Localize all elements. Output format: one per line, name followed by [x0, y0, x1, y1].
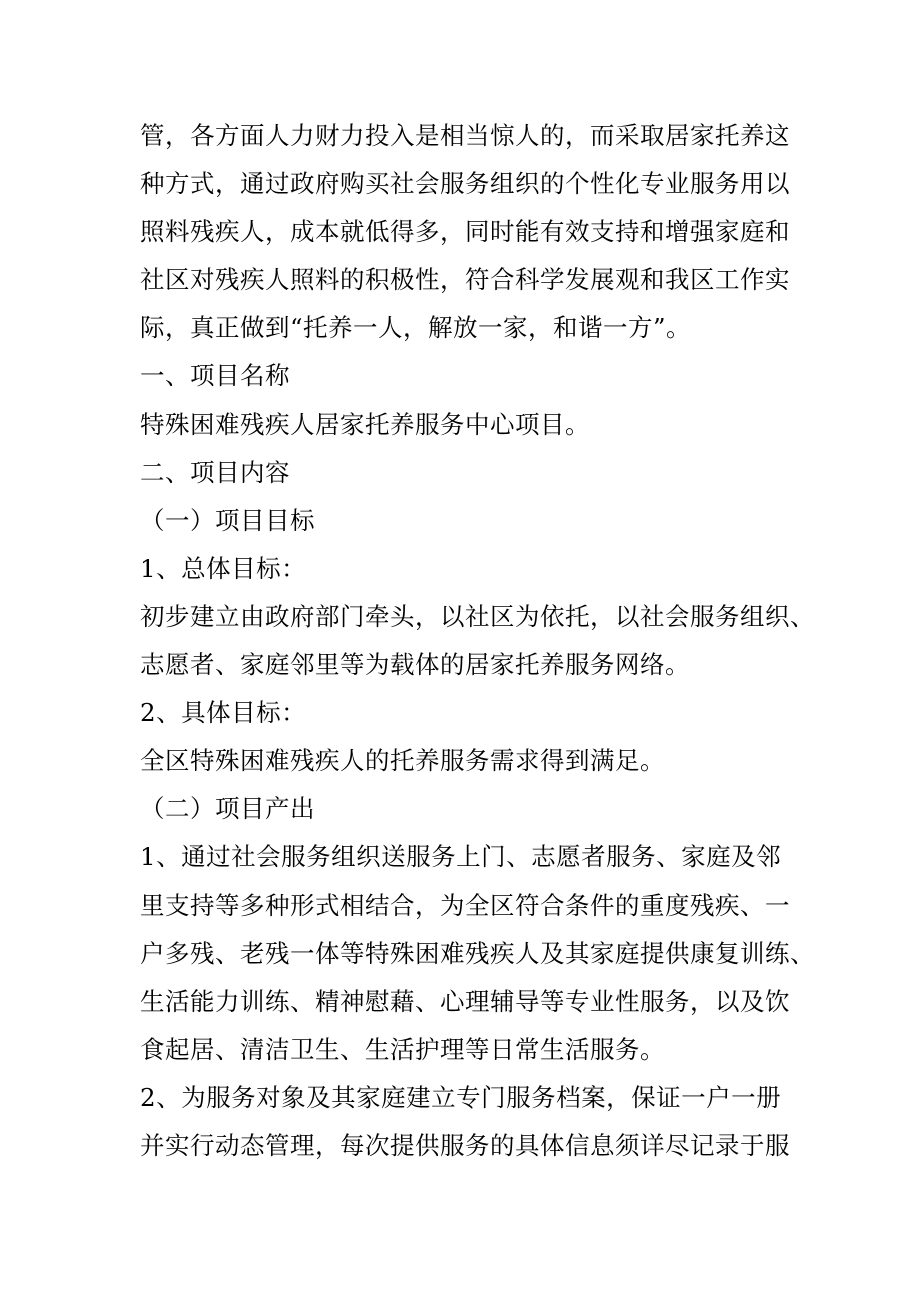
- text-line-14: 全区特殊困难残疾人的托养服务需求得到满足。: [140, 746, 665, 776]
- subsection-heading-project-output: （二）项目产出: [140, 794, 315, 824]
- text-line-2: 种方式，通过政府购买社会服务组织的个性化专业服务用以: [140, 169, 790, 199]
- item-heading-specific-goal: 2、具体目标：: [140, 698, 307, 728]
- text-line-11: 初步建立由政府部门牵头，以社区为依托，以社会服务组织、: [140, 601, 815, 631]
- text-line-7: 特殊困难残疾人居家托养服务中心项目。: [140, 409, 590, 439]
- text-line-4: 社区对残疾人照料的积极性，符合科学发展观和我区工作实: [140, 265, 790, 295]
- text-line-21: 2、为服务对象及其家庭建立专门服务档案，保证一户一册: [140, 1082, 782, 1112]
- text-line-3: 照料残疾人，成本就低得多，同时能有效支持和增强家庭和: [140, 217, 790, 247]
- text-line-20: 食起居、清洁卫生、生活护理等日常生活服务。: [140, 1034, 665, 1064]
- text-line-18: 户多残、老残一体等特殊困难残疾人及其家庭提供康复训练、: [140, 938, 815, 968]
- text-line-19: 生活能力训练、精神慰藉、心理辅导等专业性服务，以及饮: [140, 986, 790, 1016]
- section-heading-project-content: 二、项目内容: [140, 457, 290, 487]
- text-line-22: 并实行动态管理，每次提供服务的具体信息须详尽记录于服: [140, 1130, 790, 1160]
- text-line-1: 管，各方面人力财力投入是相当惊人的，而采取居家托养这: [140, 121, 790, 150]
- document-body: [140, 112, 815, 1170]
- section-heading-project-name: 一、项目名称: [140, 361, 290, 391]
- subsection-heading-project-goals: （一）项目目标: [140, 505, 315, 535]
- text-line-17: 里支持等多种形式相结合，为全区符合条件的重度残疾、一: [140, 890, 790, 920]
- item-heading-overall-goal: 1、总体目标：: [140, 553, 307, 583]
- text-line-16: 1、通过社会服务组织送服务上门、志愿者服务、家庭及邻: [140, 842, 782, 872]
- text-line-5: 际，真正做到“托养一人，解放一家，和谐一方”。: [140, 313, 692, 343]
- text-line-12: 志愿者、家庭邻里等为载体的居家托养服务网络。: [140, 650, 690, 680]
